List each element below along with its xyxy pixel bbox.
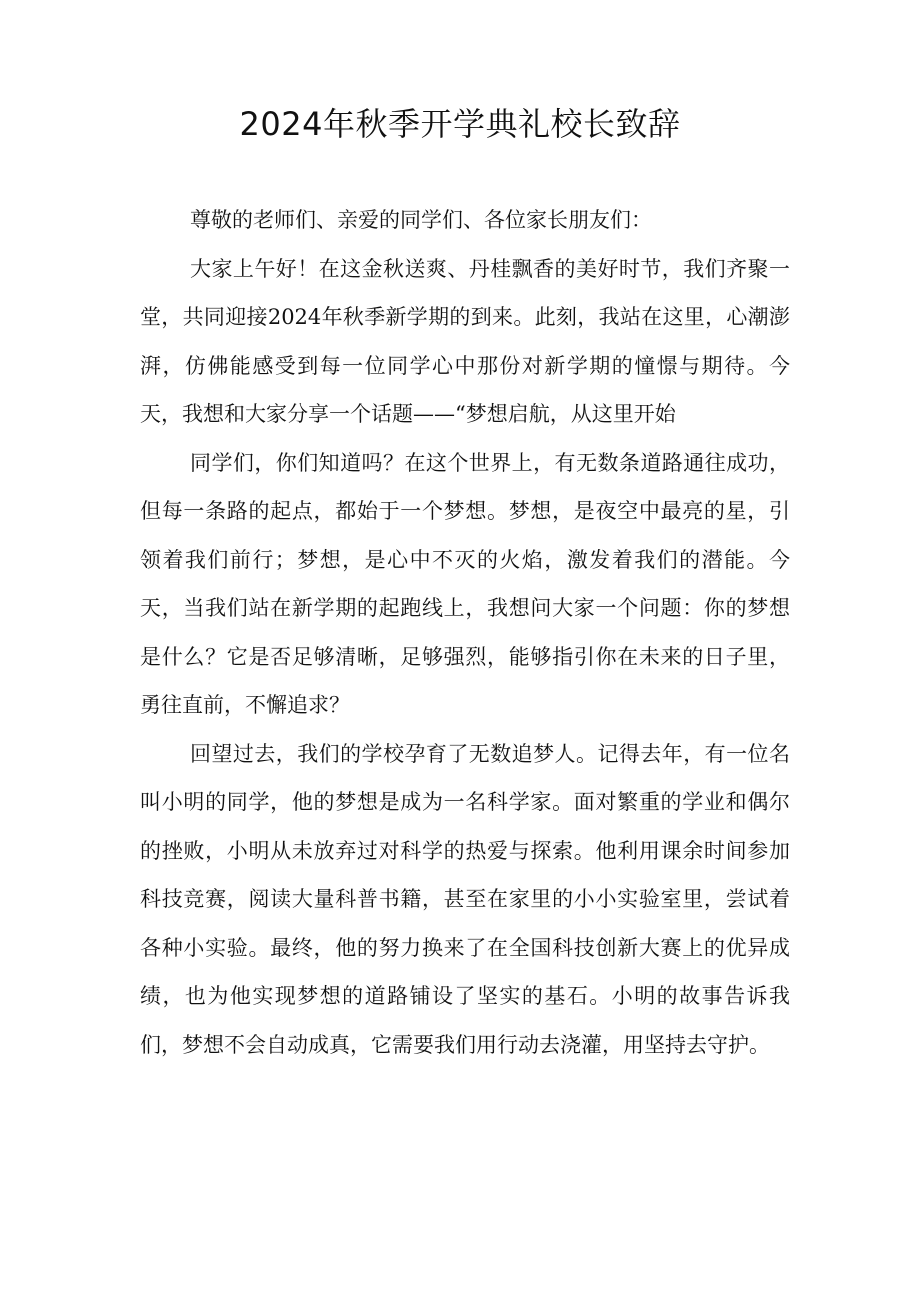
greeting-paragraph: 大家上午好！在这金秋送爽、丹桂飘香的美好时节，我们齐聚一堂，共同迎接2024年秋季新学期的到来。此刻，我站在这里，心潮澎湃，仿佛能感受到每一位同学心中那份对新学期的憧憬与期待。今天，我想和大家分享一个话题——“梦想启航，从这里开始	[140, 256, 790, 426]
dream-paragraph: 同学们，你们知道吗？在这个世界上，有无数条道路通往成功，但每一条路的起点，都始于一个梦想。梦想，是夜空中最亮的星，引领着我们前行；梦想，是心中不灭的火焰，激发着我们的潜能。今天，当我们站在新学期的起跑线上，我想问大家一个问题：你的梦想是什么？它是否足够清晰，足够强烈，能够指引你在未来的日子里，勇往直前，不懈追求？	[140, 450, 790, 717]
document-title: 2024年秋季开学典礼校长致辞	[239, 105, 681, 143]
document-body	[140, 196, 790, 1069]
salutation-paragraph: 尊敬的老师们、亲爱的同学们、各位家长朋友们：	[190, 208, 652, 232]
story-paragraph: 回望过去，我们的学校孕育了无数追梦人。记得去年，有一位名叫小明的同学，他的梦想是成为一名科学家。面对繁重的学业和偶尔的挫败，小明从未放弃过对科学的热爱与探索。他利用课余时间参加科技竞赛，阅读大量科普书籍，甚至在家里的小小实验室里，尝试着各种小实验。最终，他的努力换来了在全国科技创新大赛上的优异成绩，也为他实现梦想的道路铺设了坚实的基石。小明的故事告诉我们，梦想不会自动成真，它需要我们用行动去浇灌，用坚持去守护。	[140, 741, 790, 1057]
